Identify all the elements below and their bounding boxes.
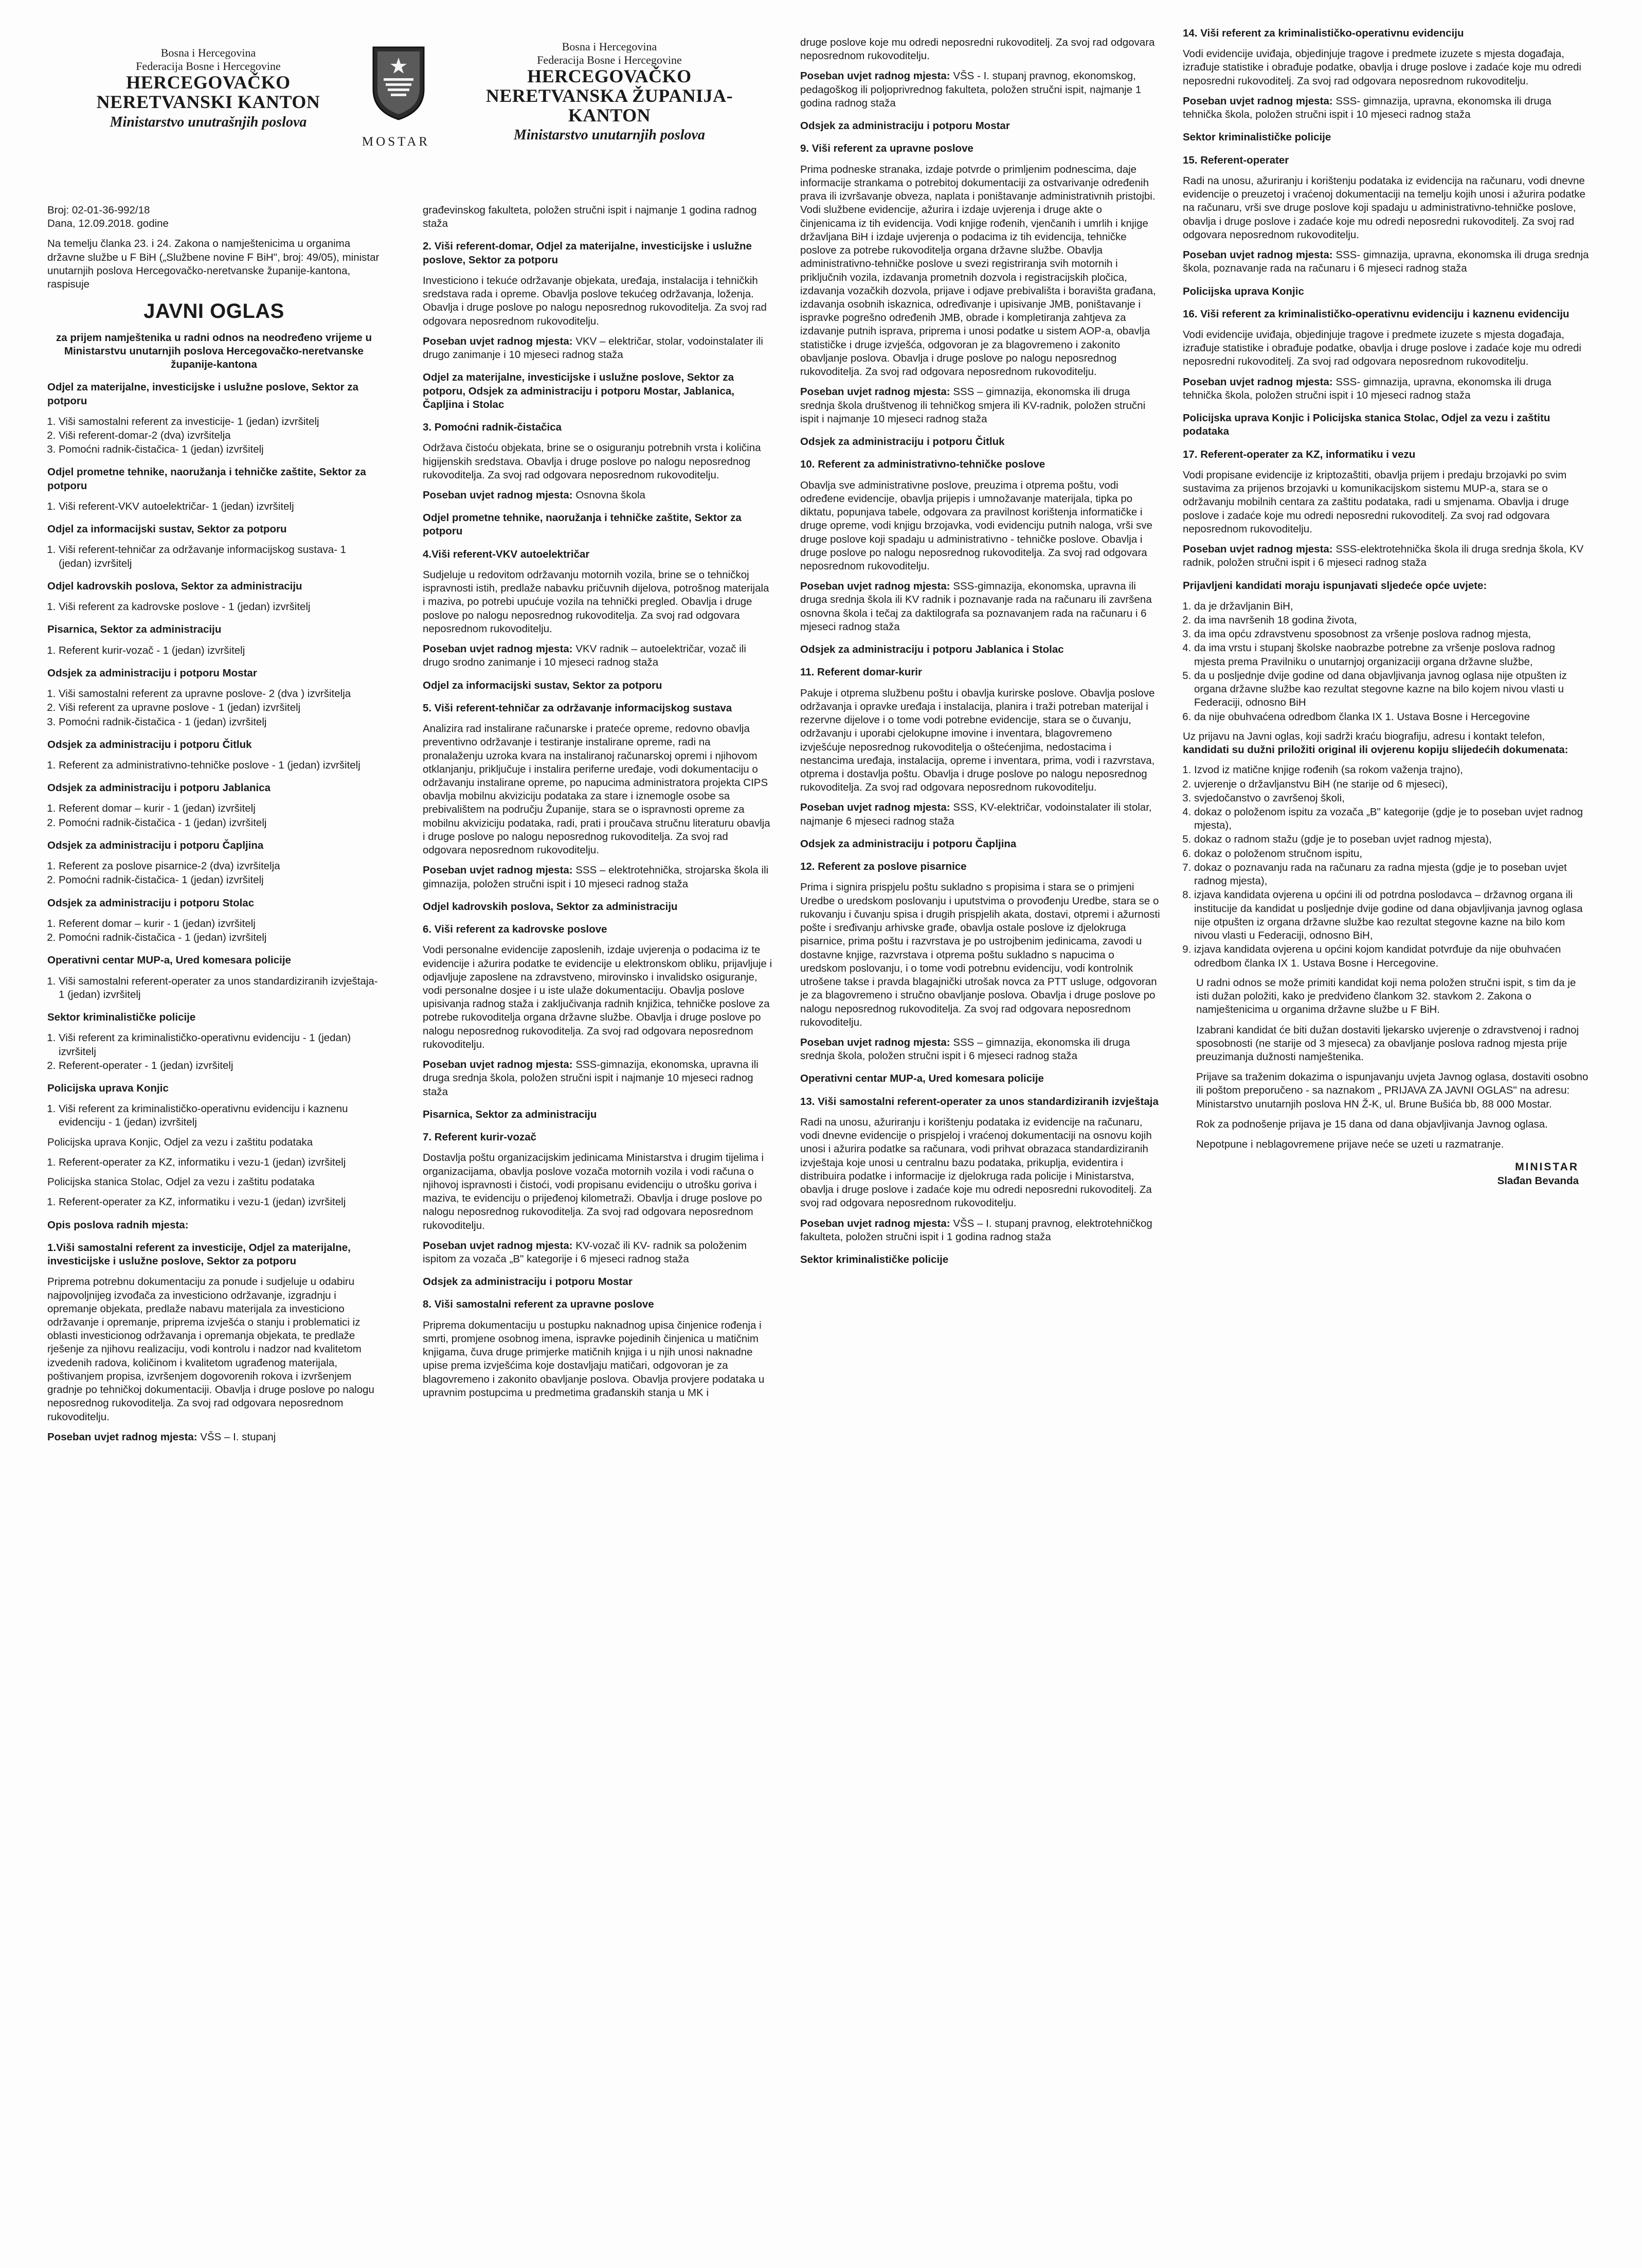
- requirement-text: VKV – električar, stolar, vodoinstalater ili drugo zanimanje i 10 mjeseci radnog staža: [423, 335, 763, 361]
- job-description-continued: druge poslove koje mu odredi neposredni rukovoditelj. Za svoj rad odgovara neposrednom rukovoditelju.: [800, 37, 1155, 62]
- job-requirement: [1183, 543, 1589, 569]
- requirement-text: VŠS - I. stupanj pravnog, ekonomskog, pedagoškog ili poljoprivrednog fakulteta, položen stručni ispit, najmanje 1 godina radnog staža: [800, 70, 1142, 109]
- position-item: 1. Viši referent za kadrovske poslove - 1 (jedan) izvršitelj: [59, 600, 381, 614]
- job-description: Vodi evidencije uviđaja, objedinjuje tragove i predmete izuzete s mjesta događaja, izrađuje statistike i obrađuje podatke, obavlja i druge poslove i zadaće koje mu odredi neposredni rukovoditelj. Za svoj rad odgovara neposrednom rukovoditelju.: [1183, 48, 1581, 87]
- document-item: 2. uvjerenje o državljanstvu BiH (ne starije od 6 mjeseci),: [1194, 778, 1589, 791]
- crest-caption: MOSTAR: [362, 135, 430, 149]
- job-requirement: [423, 864, 772, 890]
- document-item: 1. Izvod iz matične knjige rođenih (sa rokom važenja trajno),: [1194, 763, 1589, 777]
- job-unit: Policijska uprava Konjic i Policijska stanica Stolac, Odjel za vezu i zaštitu podataka: [1183, 412, 1550, 438]
- requirement-text: VŠS – I. stupanj pravnog, elektrotehničkog fakulteta, položen stručni ispit i 1 godina radnog staža: [800, 1217, 1152, 1243]
- signature-title: MINISTAR: [1515, 1161, 1579, 1173]
- note-paragraph: Prijave sa traženim dokazima o ispunjavanju uvjeta Javnog oglasa, dostaviti osobno ili poštom preporučeno - sa naznakom „ PRIJAVA ZA JAVNI OGLAS" na adresu: Ministarstvo unutarnjih poslova HN Ž-K, ul. Brune Bušića bb, 88 000 Mostar.: [1196, 1071, 1589, 1110]
- position-item: 1. Viši referent-VKV autoelektričar- 1 (jedan) izvršitelj: [59, 500, 381, 513]
- position-item: 1. Referent za administrativno-tehničke poslove - 1 (jedan) izvršitelj: [59, 759, 381, 772]
- requirement-label: Poseban uvjet radnog mjesta:: [1183, 543, 1333, 556]
- requirement-text: SSS-gimnazija, ekonomska, upravna ili druga srednja škola, položen stručni ispit i najmanje 10 mjeseci radnog staža: [423, 1059, 759, 1098]
- job-requirement: [800, 580, 1160, 634]
- requirement-label: Poseban uvjet radnog mjesta:: [1183, 376, 1333, 388]
- column-4: [1183, 27, 1589, 2259]
- job-description: Investiciono i tekuće održavanje objekata, uređaja, instalacija i tehničkih sredstava rada i opreme. Obavlja poslove tekućeg održavanja, loženja. Obavlja i druge poslove po nalogu neposrednog rukovoditelja. Za svoj rad odgovara neposrednom rukovoditelju.: [423, 274, 767, 327]
- job-description: Radi na unosu, ažuriranju i korištenju podataka iz evidencije na računaru, vodi dnevne evidencije o prispjelоj i vraćenoj dokumentaciji na osnovu kojih unosi i ažurira podatke sa računara, vodi prihvat obrazaca standardiziranih izvještaja koje unosi u centralnu bazu podataka, prikuplja, evidentira i distribuira podatke i informacije iz djelokruga rada policije i Ministarstva, obavlja i druge poslove i zadaće koje mu odredi neposredni rukovoditelj. Za svoj rad odgovara neposrednom rukovoditelju.: [800, 1116, 1152, 1209]
- job-heading: 4.Viši referent-VKV autoelektričar: [423, 548, 590, 560]
- section-heading: Odsjek za administraciju i potporu Jablanica: [47, 782, 271, 794]
- position-item: 1. Referent-operater za KZ, informatiku i vezu-1 (jedan) izvršitelj: [59, 1195, 381, 1209]
- note-paragraph: Izabrani kandidat će biti dužan dostaviti ljekarsko uvjerenje o zdravstvenoj i radnoj sposobnosti (ne starije od 3 mjeseca) za obavljanje poslova radnog mjesta prije preuzimanja dužnosti namještenika.: [1196, 1024, 1579, 1063]
- job-descriptions-heading: Opis poslova radnih mjesta:: [47, 1219, 189, 1231]
- job-heading: 16. Viši referent za kriminalističko-operativnu evidenciju i kaznenu evidenciju: [1183, 308, 1569, 320]
- column-3: [800, 36, 1160, 2258]
- job-description: Radi na unosu, ažuriranju i korištenju podataka iz evidencija na računaru, vodi dnevne evidencije o preuzetoj i vraćenoj dokumentaciji na temelju kojih unosi i ažurira podatke na računaru, vrši sve druge poslove koji spadaju u administrativno-tehničke poslove, obavlja i druge poslove i zadaće koje mu odredi neposredni rukovoditelj. Za svoj rad odgovara neposrednom rukovoditelju.: [1183, 174, 1585, 241]
- requirement-label: Poseban uvjet radnog mjesta:: [1183, 95, 1333, 107]
- job-requirement: [423, 1058, 772, 1099]
- job-heading: 1.Viši samostalni referent za investicije, Odjel za materijalne, investicijske i uslužne poslove, Sektor za potporu: [47, 1241, 351, 1267]
- header-left-ministry: Ministarstvo unutrašnjih poslova: [110, 114, 307, 130]
- requirement-text: SSS-gimnazija, ekonomska, upravna ili druga srednja škola ili KV radnik i poznavanje rada na računaru ili završena osnovna škola i tečaj za daktilografa sa poznavanjem rada na računaru i 6 mjeseci radnog staža: [800, 580, 1152, 633]
- job-unit: Odsjek za administraciju i potporu Mostar: [800, 120, 1010, 132]
- condition-item: 3. da ima opću zdravstvenu sposobnost za vršenje poslova radnog mjesta,: [1194, 628, 1589, 641]
- job-requirement: [1183, 248, 1589, 275]
- requirement-text: SSS – gimnazija, ekonomska ili druga srednja škola, položen stručni ispit i 6 mjeseci radnog staža: [800, 1037, 1130, 1062]
- document-item: 9. izjava kandidata ovjerena u općini kojom kandidat potvrđuje da nije obuhvaćen odredbom članka IX 1. Ustava Bosne i Hercegovine.: [1194, 943, 1589, 970]
- position-item: 3. Pomoćni radnik-čistačica- 1 (jedan) izvršitelj: [59, 443, 381, 456]
- position-list: [47, 759, 381, 772]
- position-item: 1. Viši samostalni referent za investicije- 1 (jedan) izvršitelj: [59, 415, 381, 428]
- position-item: 1. Viši samostalni referent za upravne poslove- 2 (dva ) izvršitelja: [59, 687, 381, 701]
- requirement-label: Poseban uvjet radnog mjesta:: [800, 386, 950, 398]
- position-item: 1. Viši referent-tehničar za održavanje informacijskog sustava- 1 (jedan) izvršitelj: [59, 543, 381, 570]
- job-requirement: [47, 1431, 381, 1444]
- position-list: [47, 1102, 381, 1129]
- position-item: 2. Viši referent-domar-2 (dva) izvršitelja: [59, 429, 381, 442]
- job-requirement: [800, 1036, 1160, 1063]
- note-paragraph: Rok za podnošenje prijava je 15 dana od dana objavljivanja Javnog oglasa.: [1196, 1118, 1548, 1130]
- header-left-canton: HERCEGOVAČKO NERETVANSKI KANTON: [96, 72, 320, 112]
- document-item: 8. izjava kandidata ovjerena u općini ili od potrdna poslodavca – državnog organa ili institucije da kandidat u posljednje dvije godine od dana objavljivanja javnog oglasa nije otpušten iz organa državne službe kao rezultat stegovne kazne na bilo kom nivou vlasti u Federaciji, odnosno BiH,: [1194, 888, 1589, 942]
- header-right-canton: HERCEGOVAČKO NERETVANSKA ŽUPANIJA-KANTON: [485, 66, 733, 126]
- position-item: 1. Referent domar – kurir - 1 (jedan) izvršitelj: [59, 802, 381, 815]
- job-requirement: [423, 642, 772, 669]
- note-paragraph: U radni odnos se može primiti kandidat koji nema položen stručni ispit, s tim da je isti dužan položiti, kako je predviđeno člankom 32. stavkom 2. Zakona o namještenicima u organima državne službe u F BiH.: [1196, 976, 1576, 1016]
- condition-item: 2. da ima navršenih 18 godina života,: [1194, 614, 1589, 627]
- documents-intro-bold: kandidati su dužni priložiti original ili ovjerenu kopiju slijedećih dokumenata:: [1183, 744, 1568, 756]
- header-right: [465, 40, 753, 144]
- position-item: 1. Referent-operater za KZ, informatiku i vezu-1 (jedan) izvršitelj: [59, 1156, 381, 1169]
- job-description: Dostavlja poštu organizacijskim jedinicama Ministarstva i drugim tijelima i organizacijama, obavlja poslove vozača motornih vozila i vodi računa o njihovoj ispravnosti i čistoći, vodi propisanu evidenciju o utrošku goriva i maziva, te evidenciju o prijeđenoj kilometraži. Obavlja i druge poslove po nalogu neposrednog rukovoditelja. Za svoj rad odgovara neposrednom rukovoditelju.: [423, 1152, 764, 1231]
- header-right-country: Bosna i Hercegovina: [562, 40, 657, 53]
- condition-item: 1. da je državljanin BiH,: [1194, 600, 1589, 613]
- requirement-text: KV-vozač ili KV- radnik sa položenim ispitom za vozača „B" kategorije i 6 mjeseci radnog staža: [423, 1239, 747, 1265]
- document-number: Broj: 02-01-36-992/18: [47, 204, 150, 216]
- position-item: 1. Viši referent za kriminalističko-operativnu evidenciju i kaznenu evidenciju - 1 (jedan) izvršitelj: [59, 1102, 381, 1129]
- job-description: Održava čistoću objekata, brine se o osiguranju potrebnih vrsta i količina higijenskih sredstava. Obavlja i druge poslove po nalogu neposrednog rukovoditelja. Za svoj rad odgovara neposrednom rukovoditelju.: [423, 442, 761, 481]
- document-item: 4. dokaz o položenom ispitu za vozača „B" kategorije (gdje je to poseban uvjet radnog mjesta),: [1194, 806, 1589, 832]
- requirement-label: Poseban uvjet radnog mjesta:: [423, 643, 573, 655]
- requirement-label: Poseban uvjet radnog mjesta:: [800, 1217, 950, 1229]
- job-requirement: [1183, 376, 1589, 402]
- job-heading: 3. Pomoćni radnik-čistačica: [423, 421, 562, 434]
- job-description: Pakuje i otprema službenu poštu i obavlja kurirske poslove. Obavlja poslove održavanja i opravke uređaja i instalacija, planira i traži potreban materijal i rezervne dijelove i o tome vodi potrebne evidencije, stara se o čuvanju, održavanju i uporabi cjelokupne imovine i inventara, blagovremeno izvješćuje neposrednog rukovoditelja o oštećenjima, nedostacima i nestancima uređaja, instalacija, opreme i inventara, prima, vodi i razvrstava, otprema i dostavlja poštu. Obavlja i druge poslove po nalogu neposrednog rukovoditelja. Za svoj rad odgovara neposrednom rukovoditelju.: [800, 687, 1155, 794]
- position-list: [47, 1031, 381, 1073]
- position-item: 1. Referent kurir-vozač - 1 (jedan) izvršitelj: [59, 644, 381, 657]
- job-unit: Odjel prometne tehnike, naoružanja i tehničke zaštite, Sektor za potporu: [423, 512, 742, 538]
- position-item: 2. Pomoćni radnik-čistačica- 1 (jedan) izvršitelj: [59, 873, 381, 887]
- section-heading: Sektor kriminalističke policije: [47, 1011, 196, 1024]
- section-heading: Policijska uprava Konjic: [47, 1082, 169, 1094]
- job-requirement: [423, 335, 772, 362]
- job-unit: Policijska uprava Konjic: [1183, 285, 1304, 297]
- note-paragraph: Nepotpune i neblagovremene prijave neće se uzeti u razmatranje.: [1196, 1138, 1504, 1151]
- section-heading: Odjel za materijalne, investicijske i uslužne poslove, Sektor za potporu: [47, 381, 358, 407]
- job-requirement: [1183, 95, 1589, 121]
- position-item: 2. Pomoćni radnik-čistačica - 1 (jedan) izvršitelj: [59, 931, 381, 944]
- document-item: 6. dokaz o položenom stručnom ispitu,: [1194, 847, 1589, 861]
- position-list: [47, 917, 381, 944]
- requirement-label: Poseban uvjet radnog mjesta:: [800, 801, 950, 814]
- requirement-text: SSS – elektrotehnička, strojarska škola ili gimnazija, položen stručni ispit i 10 mjeseci radnog staža: [423, 864, 769, 890]
- document-item: 5. dokaz o radnom stažu (gdje je to poseban uvjet radnog mjesta),: [1194, 833, 1589, 846]
- requirement-text: SSS- gimnazija, upravna, ekonomska ili druga srednja škola, poznavanje rada na računaru i 6 mjeseci radnog staža: [1183, 249, 1589, 275]
- section-heading: Odsjek za administraciju i potporu Mostar: [47, 667, 257, 679]
- requirement-text: SSS-elektrotehnička škola ili druga srednja škola, KV radnik, položen stručni ispit i 6 mjeseci radnog staža: [1183, 543, 1584, 569]
- section-heading: Pisarnica, Sektor za administraciju: [47, 623, 222, 636]
- section-text: Policijska stanica Stolac, Odjel za vezu i zaštitu podataka: [47, 1176, 315, 1188]
- header-left: [67, 46, 350, 131]
- position-item: 3. Pomoćni radnik-čistačica - 1 (jedan) izvršitelj: [59, 716, 381, 729]
- job-description: Priprema dokumentaciju u postupku naknadnog upisa činjenice rođenja i smrti, promjene osobnog imena, ispravke pojedinih činjenica u matičnim knjigama, čuva druge primjerke matičnih knjiga i u njih unosi naknadne upise prema izvješćima koje dostavljaju matičari, odgovoran je za blagovremeno i zakonito obavljanje poslova. Obavlja provjere podataka u upravnim postupcima u predmetima građanskih stanja u MK i: [423, 1319, 765, 1399]
- condition-item: 6. da nije obuhvaćena odredbom članka IX 1. Ustava Bosne i Hercegovine: [1194, 710, 1589, 724]
- job-requirement: [423, 489, 772, 502]
- section-text: Policijska uprava Konjic, Odjel za vezu i zaštitu podataka: [47, 1136, 313, 1148]
- job-heading: 10. Referent za administrativno-tehničke poslove: [800, 458, 1045, 471]
- job-description: Sudjeluje u redovitom održavanju motornih vozila, brine se o tehničkoj ispravnosti istih, predlaže nabavku pričuvnih dijelova, potrošnog materijala i maziva, po potrebi upućuje vozila na tehnički pregled. Obavlja i druge poslove po nalogu neposrednog rukovoditelja. Za svoj rad odgovara neposrednom rukovoditelju.: [423, 568, 769, 635]
- job-heading: 12. Referent za poslove pisarnice: [800, 861, 967, 873]
- position-item: 2. Referent-operater - 1 (jedan) izvršitelj: [59, 1059, 381, 1073]
- job-unit: Operativni centar MUP-a, Ured komesara policije: [800, 1073, 1044, 1085]
- job-heading: 8. Viši samostalni referent za upravne poslove: [423, 1298, 654, 1311]
- job-unit: Odsjek za administraciju i potporu Jablanica i Stolac: [800, 644, 1064, 656]
- page-subtitle: za prijem namještenika u radni odnos na neodređeno vrijeme u Ministarstvu unutarnjih poslova Hercegovačko-neretvanske županije-kantona: [56, 331, 372, 371]
- requirement-label: Poseban uvjet radnog mjesta:: [423, 1239, 573, 1252]
- section-heading: Odsjek za administraciju i potporu Stolac: [47, 897, 255, 909]
- requirement-label: Poseban uvjet radnog mjesta:: [423, 864, 573, 877]
- job-heading: 2. Viši referent-domar, Odjel za materijalne, investicijske i uslužne poslove, Sektor za potporu: [423, 240, 752, 266]
- document-item: 7. dokaz o poznavanju rada na računaru za radna mjesta (gdje je to poseban uvjet radnog mjesta),: [1194, 861, 1589, 888]
- position-list: [47, 860, 381, 887]
- job-requirement: [800, 69, 1160, 110]
- header-right-ministry: Ministarstvo unutarnjih poslova: [514, 127, 705, 144]
- position-list: [47, 802, 381, 829]
- job-heading: 5. Viši referent-tehničar za održavanje informacijskog sustava: [423, 702, 732, 714]
- job-description: Vodi evidencije uviđaja, objedinjuje tragove i predmete izuzete s mjesta događaja, izrađuje statistike i obrađuje podatke, obavlja i druge poslove i zadaće koje mu odredi neposredni rukovoditelj. Za svoj rad odgovara neposrednom rukovoditelju.: [1183, 328, 1581, 368]
- job-unit: Odsjek za administraciju i potporu Mostar: [423, 1276, 633, 1288]
- job-description: Analizira rad instalirane računarske i prateće opreme, redovno obavlja preventivno održavanje i testiranje instalirane opreme, radi na pronalaženju uzroka kvara na instaliranoj računarskoj opremi i njihovom otklanjanju, priključuje i instalira periferne uređaje, vodi dokumentaciju o održavanju instalirane opreme, po napucima administratora projekta CIPS obavlja mobilnu akviziciju podataka za stare i iznemogle osobe sa prebivalištem na području Županije, stara se o ispravnosti opreme za mobilnu akviziciju podataka, radi, prati i proučava stručnu literaturu obavlja i druge poslove po nalogu neposrednog rukovoditelja. Za svoj rad odgovara neposrednom rukovoditelju.: [423, 723, 770, 856]
- requirement-text: Osnovna škola: [575, 489, 645, 501]
- job-heading: 17. Referent-operater za KZ, informatiku i vezu: [1183, 448, 1416, 460]
- general-conditions-heading: Prijavljeni kandidati moraju ispunjavati sljedeće opće uvjete:: [1183, 579, 1487, 592]
- position-list: [47, 415, 381, 457]
- document-date: Dana, 12.09.2018. godine: [47, 218, 169, 230]
- requirement-text: VŠS – I. stupanj: [200, 1431, 276, 1443]
- job-heading: 14. Viši referent za kriminalističko-operativnu evidenciju: [1183, 27, 1464, 39]
- job-heading: 11. Referent domar-kurir: [800, 666, 922, 678]
- page-title: JAVNI OGLAS: [143, 300, 284, 323]
- documents-intro: [1183, 730, 1589, 757]
- requirement-text: SSS- gimnazija, upravna, ekonomska ili druga tehnička škola, položen stručni ispit i 10 mjeseci radnog staža: [1183, 376, 1551, 401]
- requirement-text: SSS, KV-električar, vodoinstalater ili stolar, najmanje 6 mjeseci radnog staža: [800, 801, 1152, 827]
- requirement-label: Poseban uvjet radnog mjesta:: [423, 489, 573, 501]
- job-unit: Sektor kriminalističke policije: [1183, 131, 1331, 144]
- signature-name: Slađan Bevanda: [1497, 1175, 1579, 1187]
- job-heading: 6. Viši referent za kadrovske poslove: [423, 923, 607, 936]
- condition-item: 5. da u posljednje dvije godine od dana objavljivanja javnog oglasa nije otpušten iz organa državne službe kao rezultat stegovne kazne na bilo kojem nivou vlasti u Federaciji, odnosno BiH: [1194, 669, 1589, 710]
- requirement-label: Poseban uvjet radnog mjesta:: [47, 1431, 197, 1443]
- position-list: [47, 687, 381, 729]
- general-conditions-list: [1183, 600, 1589, 724]
- position-item: 2. Viši referent za upravne poslove - 1 (jedan) izvršitelj: [59, 701, 381, 715]
- position-list: [47, 543, 381, 570]
- position-item: 1. Viši referent za kriminalističko-operativnu evidenciju - 1 (jedan) izvršitelj: [59, 1031, 381, 1058]
- section-heading: Operativni centar MUP-a, Ured komesara policije: [47, 954, 291, 967]
- header-left-country: Bosna i Hercegovina: [160, 46, 256, 59]
- requirement-label: Poseban uvjet radnog mjesta:: [800, 70, 950, 82]
- position-item: 1. Viši samostalni referent-operater za unos standardiziranih izvještaja- 1 (jedan) izvršitelj: [59, 975, 381, 1002]
- documents-list: [1183, 763, 1589, 970]
- job-heading: 13. Viši samostalni referent-operater za unos standardiziranih izvještaja: [800, 1095, 1159, 1108]
- job-requirement: [800, 1217, 1160, 1244]
- job-requirement: [423, 1239, 772, 1266]
- section-heading: Odjel prometne tehnike, naoružanja i tehničke zaštite, Sektor za potporu: [47, 466, 366, 492]
- job-heading: 7. Referent kurir-vozač: [423, 1131, 537, 1144]
- job-requirement-continued: građevinskog fakulteta, položen stručni ispit i najmanje 1 godina radnog staža: [423, 204, 757, 230]
- requirement-label: Poseban uvjet radnog mjesta:: [800, 1037, 950, 1048]
- job-description: Vodi propisane evidencije iz kriptozaštiti, obavlja prijem i predaju brzojavki po svim sustavima za prijenos brzojavki u komunikacijskom sistemu MUP-a, stara se o održavanju mobilnih centara za zaštitu podataka, radi u smjenama. Obavlja i druge poslove i zadaće koje mu odredi neposredni rukovoditelj. Za svoj rad odgovara neposrednom rukovoditelju.: [1183, 469, 1569, 535]
- requirement-label: Poseban uvjet radnog mjesta:: [423, 335, 573, 347]
- position-item: 2. Pomoćni radnik-čistačica - 1 (jedan) izvršitelj: [59, 816, 381, 830]
- requirement-label: Poseban uvjet radnog mjesta:: [423, 1059, 573, 1071]
- condition-item: 4. da ima vrstu i stupanj školske naobrazbe potrebne za vršenje poslova radnog mjesta prema Pravilniku o unutarnjoj organizaciji organa državne službe,: [1194, 641, 1589, 668]
- job-heading: 15. Referent-operater: [1183, 154, 1289, 166]
- job-unit: Odjel za materijalne, investicijske i uslužne poslove, Sektor za potporu, Odsjek za administraciju i potporu Mostar, Jablanica, Čapljina i Stolac: [423, 371, 735, 410]
- position-list: [47, 500, 381, 513]
- position-list: [47, 644, 381, 657]
- section-heading: Odsjek za administraciju i potporu Čapljina: [47, 839, 264, 851]
- job-requirement: [800, 385, 1160, 426]
- requirement-text: VKV radnik – autoelektričar, vozač ili drugo srodno zanimanje i 10 mjeseci radnog staža: [423, 643, 746, 669]
- job-unit: Sektor kriminalističke policije: [800, 1254, 949, 1266]
- documents-intro-text: Uz prijavu na Javni oglas, koji sadrži kraću biografiju, adresu i kontakt telefon,: [1183, 730, 1545, 742]
- job-description: Prima podneske stranaka, izdaje potvrde o primljenim podnescima, daje informacije strankama o potrebitoj dokumentaciji za ostvarivanje određenih prava ili izvršavanje obveza, naplata i poništavanje administrativnih pristojbi. Vodi službene evidencije, ažurira i izdaje uvjerenja i druge akte o činjenicama iz tih evidencija. Vodi knjige rođenih, vjenčanih i umrlih i knjige državljana BiH i izdaje uvjerenja o podacima iz tih evidencija, tehničke poslove za potrebe rukovoditelja organa državne službe. Obavlja administrativno-tehničke poslove u svezi registriranja svih motornih i priključnih vozila, izdavanja prometnih dozvola i registracijskih pločica, izdavanja vozačkih dozvola, prijave i odjave prebivališta i boravišta građana, izdavanja osobnih iskaznica, određivanje i upisivanje JMB, poništavanje i ispravke pogrešno određenih JMB, obrade i kompletiranja zahtjeva za izdavanje putnih isprava, priprema i unosi podatke u sistem AOP-a, obavlja statističke i druge izvješća, odgovoran je za blagovremeno i zakonito obavljanje poslova. Obavlja i druge poslove po nalogu neposrednog rukovoditelja. Za svoj rad odgovara neposrednom rukovoditelju.: [800, 163, 1156, 378]
- job-description: Pripremа potrebnu dokumentaciju za ponude i sudjeluje u odabiru najpovoljnijeg izvođača za investiciono održavanje, izgradnju i opremanje objekata, predlaže nabavu materijala za investiciono održavanje i opremanje, priprema izvješća o stanju i problematici iz oblasti investicionog održavanja i opremanja objekata, te predlaže rješenje za njihovu realizaciju, vodi kontrolu i nadzor nad kvalitetom izvedenih radova, količinom i kvalitetom ugrađenog materijala, poštivanjem propisa, izvršenjem dogovorenih rokova i izvršenjem gradnje po tehničkoj dokumentaciji. Obavlja i druge poslove po nalogu neposrednog rukovoditelja. Za svoj rad odgovara neposrednom rukovoditelju.: [47, 1276, 374, 1423]
- position-list: [47, 1156, 381, 1169]
- header-left-federation: Federacija Bosne i Hercegovine: [136, 60, 281, 73]
- position-item: 1. Referent za poslove pisarnice-2 (dva) izvršitelja: [59, 860, 381, 873]
- job-heading: 9. Viši referent za upravne poslove: [800, 142, 973, 155]
- intro-text: Na temelju članka 23. i 24. Zakona o namještenicima u organima državne službe u F BiH („Službene novine F BiH", broj: 49/05), ministar unutarnjih poslova Hercegovačko-neretvanske županije-kantona, raspisuje: [47, 238, 380, 291]
- job-unit: Odsjek za administraciju i potporu Čapljina: [800, 837, 1017, 850]
- job-unit: Odsjek za administraciju i potporu Čitluk: [800, 436, 1005, 448]
- position-list: [47, 975, 381, 1002]
- job-unit: Odjel kadrovskih poslova, Sektor za administraciju: [423, 900, 678, 913]
- position-list: [47, 600, 381, 614]
- job-description: Prima i signira prispjelu poštu sukladno s propisima i stara se o primjeni Uredbe o uredskom poslovanju i uputstvima o provođenju Uredbe, stara se o rukovanju i čuvanju spisa i drugih prispjelih akata, dostavi, otpremi i ažurnosti pošte i sređivanju arhivske građe, obavlja ostale poslove iz djelokruga pisarnice, prima poštu i razvrstava je po ustrojbenim jedinicama, zavodi u dostavne knjige, razvrstava i otprema poštu sukladno s napucima o uredskom poslovanju, i o tome vodi potrebnu evidenciju, vodi kontrolnik utrošene takse i pravda blagajnički utrošak novca za PTT usluge, odgovoran je za blagovremeno i stručno obavljanje poslova. Obavlja i druge poslove po nalogu neposrednog rukovoditelja. Za svoj rad odgovara neposrednom rukovoditelju.: [800, 881, 1160, 1028]
- job-description: Vodi personalne evidencije zaposlenih, izdaje uvjerenja o podacima iz te evidencije i ažurira podatke te evidencije u elektronskom obliku, prijavljuje i odjavljuje zaposlene na zdravstveno, mirovinsko i invalidsko osiguranje, vodi personalne dosjee i u iste ulaže dokumentaciju. Obavlja poslove upisivanja radnog staža i zaključivanja radnih knjižica, tehničke poslove za potrebe rukovoditelja organa državne službe. Obavlja i druge poslove po nalogu neposrednog rukovoditelja. Za svoj rad odgovara neposrednom rukovoditelju.: [423, 944, 772, 1050]
- position-list: [47, 1195, 381, 1209]
- job-unit: Pisarnica, Sektor za administraciju: [423, 1108, 597, 1120]
- section-heading: Odjel za informacijski sustav, Sektor za potporu: [47, 523, 287, 535]
- column-1: [47, 204, 381, 2256]
- position-item: 1. Referent domar – kurir - 1 (jedan) izvršitelj: [59, 917, 381, 931]
- column-2: [423, 204, 772, 2256]
- requirement-text: SSS – gimnazija, ekonomska ili druga srednja škola društvenog ili tehničkog smjera ili KV-radnik, položen stručni ispit i najmanje 10 mjeseci radnog staža: [800, 386, 1146, 425]
- job-unit: Odjel za informacijski sustav, Sektor za potporu: [423, 679, 662, 691]
- requirement-label: Poseban uvjet radnog mjesta:: [800, 580, 950, 593]
- section-heading: Odsjek za administraciju i potporu Čitluk: [47, 738, 252, 751]
- coat-of-arms-icon: [370, 44, 427, 121]
- document-item: 3. svjedočanstvo o završenoj školi,: [1194, 792, 1589, 805]
- requirement-text: SSS- gimnazija, upravna, ekonomska ili druga tehnička škola, položen stručni ispit i 10 mjeseci radnog staža: [1183, 95, 1551, 121]
- header-right-federation: Federacija Bosne i Hercegovine: [537, 53, 682, 66]
- job-requirement: [800, 801, 1160, 828]
- job-description: Obavlja sve administrativne poslove, preuzima i otprema poštu, vodi određene evidencije, obavlja prijepis i umnožavanje materijala, tipka po diktatu, popunjava tabele, odgovara za pravilnost korištenja informatičke i druge opreme, vodi knjigu brzojavka, vodi evidenciju putnih naloga, vrši sve druge poslove koji spadaju u administrativno - tehničke poslove. Obavlja i druge poslove po nalogu neposrednog rukovoditelja. Za svoj rad odgovara neposrednom rukovoditelju.: [800, 479, 1152, 572]
- signature-block: [1183, 1160, 1589, 1188]
- requirement-label: Poseban uvjet radnog mjesta:: [1183, 249, 1333, 261]
- section-heading: Odjel kadrovskih poslova, Sektor za administraciju: [47, 580, 302, 592]
